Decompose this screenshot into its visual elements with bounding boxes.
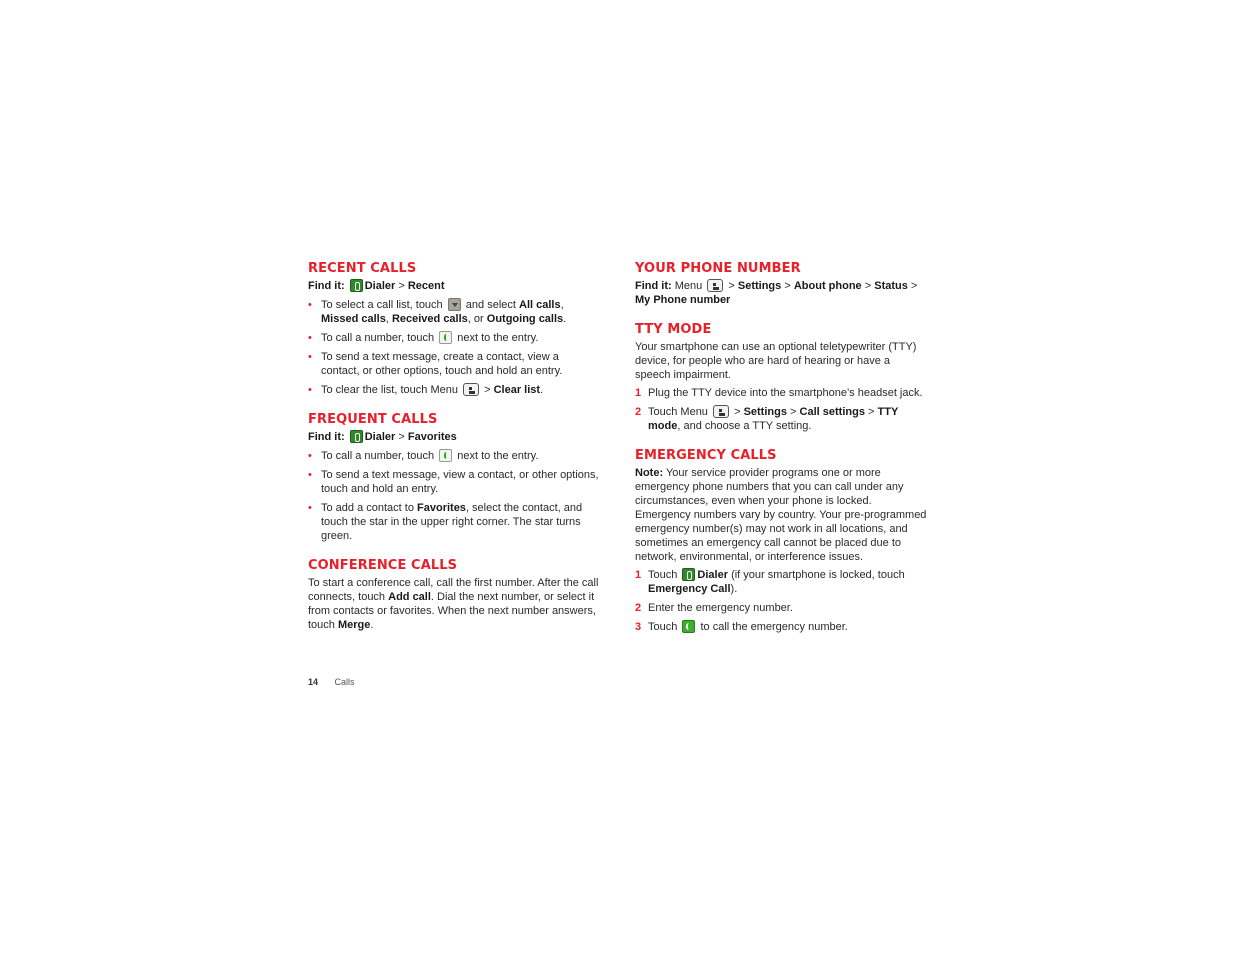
- recent-calls-heading: RECENT CALLS: [308, 261, 417, 276]
- dialer-icon: [350, 279, 363, 292]
- list-item: • To call a number, touch next to the entry.: [308, 331, 600, 345]
- list-item: 1 Plug the TTY device into the smartphone’s headset jack.: [635, 387, 923, 399]
- tty-steps: [635, 386, 927, 433]
- frequent-calls-section: [308, 412, 600, 543]
- frequent-calls-find-it: Find it: Dialer > Favorites: [308, 431, 457, 443]
- list-item: 2 Touch Menu > Settings > Call settings > TTY mode, and choose a TTY setting.: [635, 406, 899, 432]
- phone-number-heading: YOUR PHONE NUMBER: [635, 261, 801, 276]
- emergency-steps: [635, 568, 927, 634]
- list-item: • To send a text message, view a contact, or other options, touch and hold an entry.: [308, 468, 600, 496]
- list-item: • To send a text message, create a contact, view a contact, or other options, touch and hold an entry.: [308, 350, 600, 378]
- recent-calls-find-it: Find it: Dialer > Recent: [308, 280, 445, 292]
- recent-calls-section: [308, 261, 600, 397]
- frequent-calls-list: [308, 449, 600, 543]
- tty-intro: Your smartphone can use an optional teletypewriter (TTY) device, for people who are hard of hearing or have a speech impairment.: [635, 341, 917, 381]
- page-number: 14: [308, 677, 319, 687]
- menu-icon: [463, 383, 479, 396]
- emergency-calls-section: [635, 448, 927, 634]
- list-item: 3 Touch to call the emergency number.: [635, 621, 848, 633]
- emergency-calls-heading: EMERGENCY CALLS: [635, 448, 777, 463]
- emergency-note: Note: Your service provider programs one or more emergency phone numbers that you can call under any circumstances, even when your phone is locked. Emergency numbers vary by country. Your pre-programmed emergency number(s) may not work in all locations, and sometimes an emergency call cannot be placed due to network, environmental, or interference issues.: [635, 467, 927, 563]
- dialer-icon: [350, 430, 363, 443]
- phone-call-icon: [439, 331, 452, 344]
- page-footer: [308, 677, 355, 687]
- list-item: • To add a contact to Favorites, select the contact, and touch the star in the upper right corner. The star turns green.: [308, 501, 600, 543]
- list-item: • To clear the list, touch Menu > Clear list.: [308, 383, 600, 397]
- list-item: • To select a call list, touch and select All calls, Missed calls, Received calls, or Outgoing calls.: [308, 298, 600, 326]
- frequent-calls-heading: FREQUENT CALLS: [308, 412, 438, 427]
- list-item: • To call a number, touch next to the entry.: [308, 449, 600, 463]
- right-column: [635, 261, 927, 649]
- list-item: 1 Touch Dialer (if your smartphone is locked, touch Emergency Call).: [635, 569, 905, 595]
- conference-calls-heading: CONFERENCE CALLS: [308, 558, 458, 573]
- recent-calls-list: [308, 298, 600, 397]
- filter-dropdown-icon: [448, 298, 461, 311]
- phone-number-find-it: Find it: Menu > Settings > About phone > Status > My Phone number: [635, 280, 918, 306]
- list-item: 2 Enter the emergency number.: [635, 602, 793, 614]
- phone-call-icon: [682, 620, 695, 633]
- conference-calls-text: To start a conference call, call the first number. After the call connects, touch Add call. Dial the next number, or select it from contacts or favorites. When the next number answers, touch Merge.: [308, 577, 599, 631]
- tty-mode-section: [635, 322, 927, 433]
- menu-icon: [707, 279, 723, 292]
- conference-calls-section: [308, 558, 600, 632]
- phone-call-icon: [439, 449, 452, 462]
- dialer-icon: [682, 568, 695, 581]
- phone-number-section: [635, 261, 927, 307]
- menu-icon: [713, 405, 729, 418]
- left-column: [308, 261, 600, 647]
- tty-mode-heading: TTY MODE: [635, 322, 712, 337]
- section-name: Calls: [334, 677, 355, 687]
